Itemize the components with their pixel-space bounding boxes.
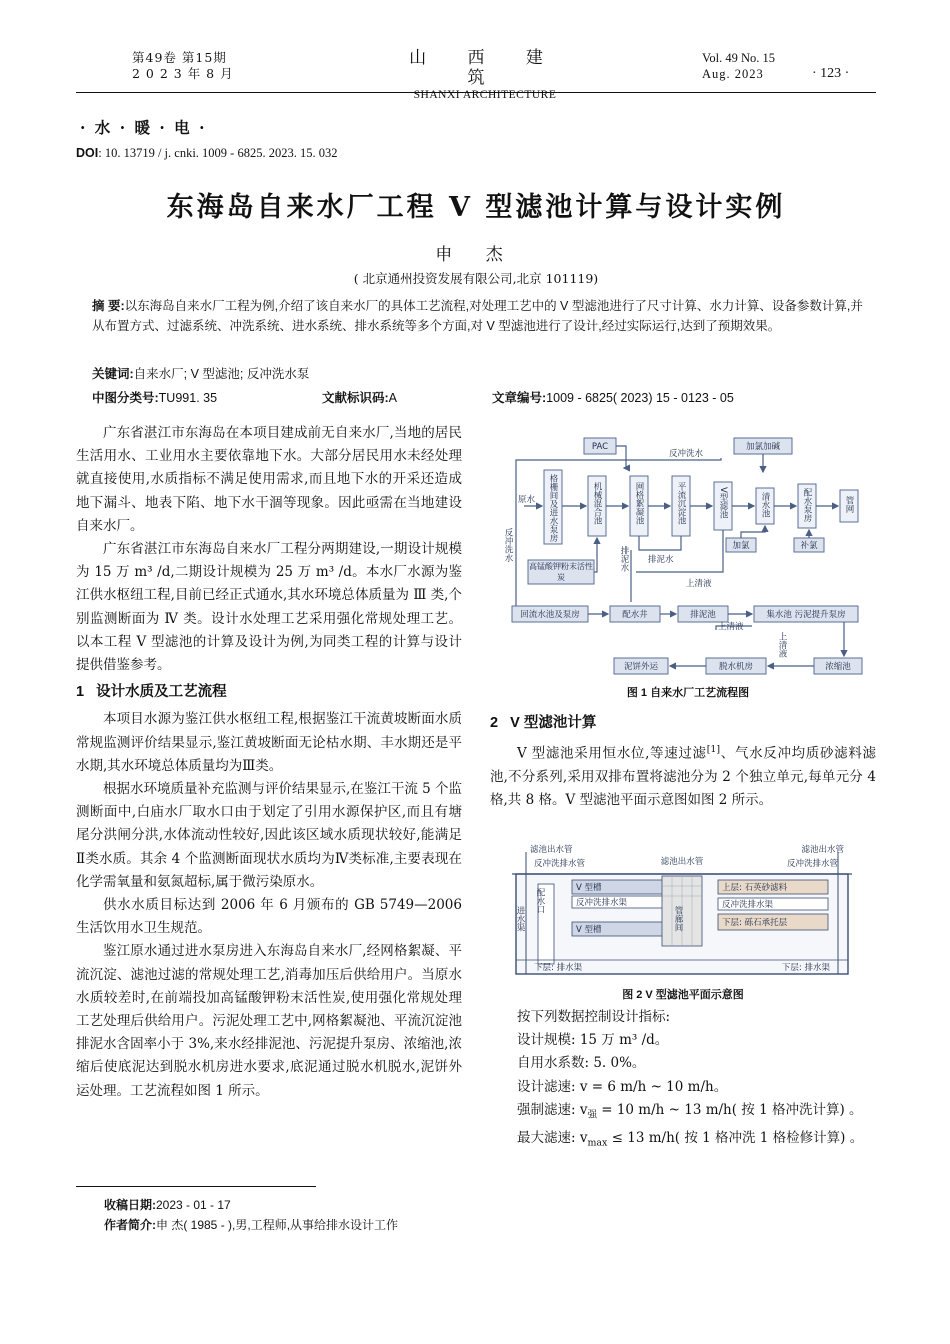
author-bio: 作者简介:申 杰( 1985 - ),男,工程师,从事给排水设计工作: [104, 1218, 399, 1232]
outlet-pipe-right-label: 滤池出水管: [801, 845, 844, 855]
volume-issue-cn: 第49卷 第15期: [132, 50, 227, 65]
backwash-channel-label: 反冲洗排水渠: [576, 898, 628, 908]
abstract: [92, 296, 864, 336]
abstract-label: 摘 要:: [92, 299, 125, 313]
paragraph: 广东省湛江市东海岛在本项目建成前无自来水厂,当地的居民生活用水、工业用水主要依靠地下水。大部分居民用水未经处理就直接使用,水质指标不满足使用需求,而且地下水的开采还造成地下漏斗、地表下陷、地下水干涸等现象。因此亟需在当地建设自来水厂。: [76, 425, 462, 534]
left-column: [76, 422, 462, 1103]
date-cn: 2 0 2 3 年 8 月: [132, 66, 234, 81]
paragraph: 鉴江原水通过进水泵房进入东海岛自来水厂,经网格絮凝、平流沉淀、滤池过滤的常规处理工艺,消毒加压后供给用户。当原水水质较差时,在前端投加高锰酸钾粉末活性炭,使用强化常规处理工艺处理后供给用户。污泥处理工艺中,网格絮凝池、平流沉淀池排泥水含固率小于 3%,来水经排泥池、污泥提升泵房、浓缩池,浓缩后使底泥达到脱水机房进水要求,底泥通过脱水机脱水,泥饼外运处理。工艺流程如图 1 所示。: [76, 943, 462, 1099]
v-groove-1-label: V 型槽: [576, 883, 602, 893]
process-flow-diagram: [503, 432, 870, 680]
footnote-rule: [76, 1186, 316, 1187]
section-title: V 型滤池计算: [510, 715, 597, 731]
section-number: 1: [76, 684, 85, 701]
outlet-pipe-left-label: 滤池出水管: [530, 845, 573, 855]
received-date: 收稿日期:2023 - 01 - 17: [104, 1198, 231, 1212]
network-label: 管网: [844, 496, 854, 513]
affiliation: ( 北京通州投资发展有限公司,北京 101119): [353, 271, 599, 286]
inlet-label: 配水口: [535, 888, 545, 914]
backwash-left-label: 反冲洗水: [503, 528, 513, 562]
outlet-pipe-center-label: 滤池出水管: [660, 857, 704, 867]
supernatant-2-label: 上清液: [718, 622, 744, 632]
gallery-label: 管廊间: [673, 906, 683, 932]
thickener-label: 浓缩池: [825, 662, 851, 672]
design-scale: 设计规模: 15 万 m³ /d。: [517, 1032, 669, 1049]
section-number: 2: [490, 715, 499, 731]
paragraph: 根据水环境质量补充监测与评价结果显示,在鉴江干流 5 个监测断面中,白庙水厂取水口由于划定了引用水源保护区,而且有塘尾分洪闸分洪,水体流动性较好,因此该区域水质现状较好,能满足Ⅱ类水质。其余 4 个监测断面现状水质均为Ⅳ类标准,主要表现在化学需氧量和氨氮超标,属于微污染原水。: [76, 781, 462, 890]
keywords-label: 关键词:: [92, 367, 134, 381]
page-number: · 123 ·: [812, 66, 850, 81]
supernatant-1-label: 上清液: [686, 579, 712, 589]
flocc-label: 网格絮凝池: [634, 482, 644, 525]
kmno4-label: 高锰酸钾粉末活性炭: [529, 562, 593, 582]
date-en: Aug. 2023: [702, 67, 764, 81]
max-rate: 最大滤速: $v_{max} \le 13$ m/h( 按 1 格冲洗 1 格检修计算) 。: [517, 1129, 864, 1149]
figure-1-caption: 图 1 自来水厂工艺流程图: [626, 687, 750, 699]
sludge-water-2-label: 排泥水: [648, 555, 674, 565]
paragraph: 本项目水源为鉴江供水枢纽工程,根据鉴江干流黄坡断面水质常规监测评价结果显示,鉴江黄坡断面无论枯水期、丰水期还是平水期,其水环境总体质量均为Ⅲ类。: [76, 711, 462, 774]
doc-label: 文献标识码:: [322, 391, 389, 405]
inlet-channel-label: 进水渠: [515, 906, 525, 932]
author-name: 申 杰: [435, 245, 517, 265]
backwash-pipe-left-label: 反冲洗排水管: [534, 859, 586, 869]
clc-value: TU991. 35: [158, 391, 218, 405]
figure-2-caption: 图 2 V 型滤池平面示意图: [622, 989, 744, 1001]
journal-name-en: SHANXI ARCHITECTURE: [413, 89, 557, 101]
backwash-top-label: 反冲洗水: [668, 449, 704, 459]
doc-value: A: [388, 391, 398, 405]
sump-label: 集水池 污泥提升泵房: [766, 610, 846, 620]
backwash-left-vertical: [503, 527, 513, 562]
right-column-upper: [490, 738, 876, 812]
running-header-right: [702, 50, 775, 82]
header-rule: [76, 92, 876, 93]
article-title: 东海岛自来水厂工程 V 型滤池计算与设计实例: [166, 192, 786, 223]
v-filter-plan-diagram: [512, 842, 852, 978]
boost-cl-label: 补氯: [800, 541, 818, 551]
doi-label: DOI: [76, 146, 99, 160]
journal-name-cn: 山 西 建 筑: [409, 48, 561, 88]
raw-water-label: 原水: [518, 495, 536, 505]
running-header-center: [395, 48, 575, 102]
art-label: 文章编号:: [492, 391, 547, 405]
grille-label: 格栅间及进水泵房: [548, 474, 558, 542]
chlorine-label: 加氯: [732, 541, 750, 551]
column-tag: · 水 · 暖 · 电 ·: [80, 118, 207, 137]
doc-code: [322, 388, 397, 406]
paragraph: 广东省湛江市东海岛自来水厂工程分两期建设,一期设计规模为 15 万 m³ /d,二期设计规模为 25 万 m³ /d。本水厂水源为鉴江供水枢纽工程,目前已经正式通水,其水环境总体质量为 Ⅲ 类,个别监测断面为 Ⅳ 类。设计水处理工艺采用强化常规处理工艺。以本工程 V 型滤池的计算及设计为例,为同类工程的计算与设计提供借鉴参考。: [76, 541, 462, 674]
clc-label: 中图分类号:: [92, 391, 159, 405]
backwash-pipe-right-label: 反冲洗排水管: [786, 859, 838, 869]
drain-right-label: 下层: 排水渠: [781, 963, 830, 973]
cake-label: 泥饼外运: [623, 662, 659, 672]
distpump-label: 配水泵房: [802, 488, 812, 522]
lower-layer-label: 下层: 砾石承托层: [722, 918, 788, 928]
sludge-water-1-label: 排泥水: [619, 546, 629, 572]
volume-issue-en: Vol. 49 No. 15: [702, 51, 776, 65]
clc-number: [92, 388, 217, 406]
abstract-text: 以东海岛自来水厂工程为例,介绍了该自来水厂的具体工艺流程,对处理工艺中的 V 型滤池进行了尺寸计算、水力计算、设备参数计算,并从布置方式、过滤系统、冲洗系统、进水系统、排水系统等多个方面,对 V 型滤池进行了设计,经过实际运行,达到了预期效果。: [92, 299, 863, 333]
drain-left-label: 下层: 排水渠: [534, 963, 583, 973]
section-heading-2: [490, 711, 596, 732]
paragraph: 供水水质目标达到 2006 年 6 月颁布的 GB 5749—2006 生活饮用水卫生规范。: [76, 897, 462, 937]
keywords-text: 自来水厂; V 型滤池; 反冲洗水泵: [133, 367, 310, 381]
citation-1[interactable]: [1]: [706, 744, 721, 755]
dewater-label: 脱水机房: [718, 662, 754, 672]
doi: [76, 146, 337, 161]
sludge-pool-label: 排泥池: [690, 610, 716, 620]
section-heading-1: [76, 681, 462, 704]
distwell-label: 配水井: [622, 610, 648, 620]
art-value: 1009 - 6825( 2023) 15 - 0123 - 05: [546, 391, 734, 405]
running-header-left: [132, 50, 234, 82]
recycle-label: 回流水池及泵房: [520, 610, 580, 620]
right-column-lower: [490, 1006, 876, 1155]
doi-value: : 10. 13719 / j. cnki. 1009 - 6825. 2023. 15. 032: [98, 146, 338, 160]
v-groove-2-label: V 型槽: [576, 925, 602, 935]
design-rate: 设计滤速: v = 6 m/h ~ 10 m/h。: [517, 1078, 728, 1095]
section-title: 设计水质及工艺流程: [96, 684, 227, 701]
backwash-channel-2-label: 反冲洗排水渠: [722, 900, 774, 910]
mixer-label: 机械混合池: [592, 482, 602, 525]
clear-label: 清水池: [760, 492, 770, 518]
sedim-label: 平流沉淀池: [676, 482, 686, 525]
supernatant-3-label: 上清液: [777, 632, 787, 658]
paragraph: V 型滤池采用恒水位,等速过滤[1]、气水反冲均质砂滤料滤池,不分系列,采用双排布置将滤池分为 2 个独立单元,每单元分 4 格,共 8 格。V 型滤池平面示意图如图 2 所示。: [490, 744, 876, 808]
keywords: [92, 364, 309, 382]
self-use-coefficient: 自用水系数: 5. 0%。: [517, 1055, 646, 1072]
paragraph: 按下列数据控制设计指标:: [517, 1009, 671, 1025]
figure-2: [512, 842, 852, 978]
upper-layer-label: 上层: 石英砂滤料: [722, 883, 788, 893]
vfilter-label: V型滤池: [718, 487, 728, 519]
pac-label: PAC: [591, 442, 609, 452]
forced-rate: 强制滤速: $v_强 = 10$ m/h ~ 13 m/h( 按 1 格冲洗计算) 。: [517, 1101, 863, 1121]
article-number: [492, 388, 734, 406]
chlor-alkali-label: 加氯加碱: [745, 442, 781, 452]
figure-1: [503, 432, 870, 680]
